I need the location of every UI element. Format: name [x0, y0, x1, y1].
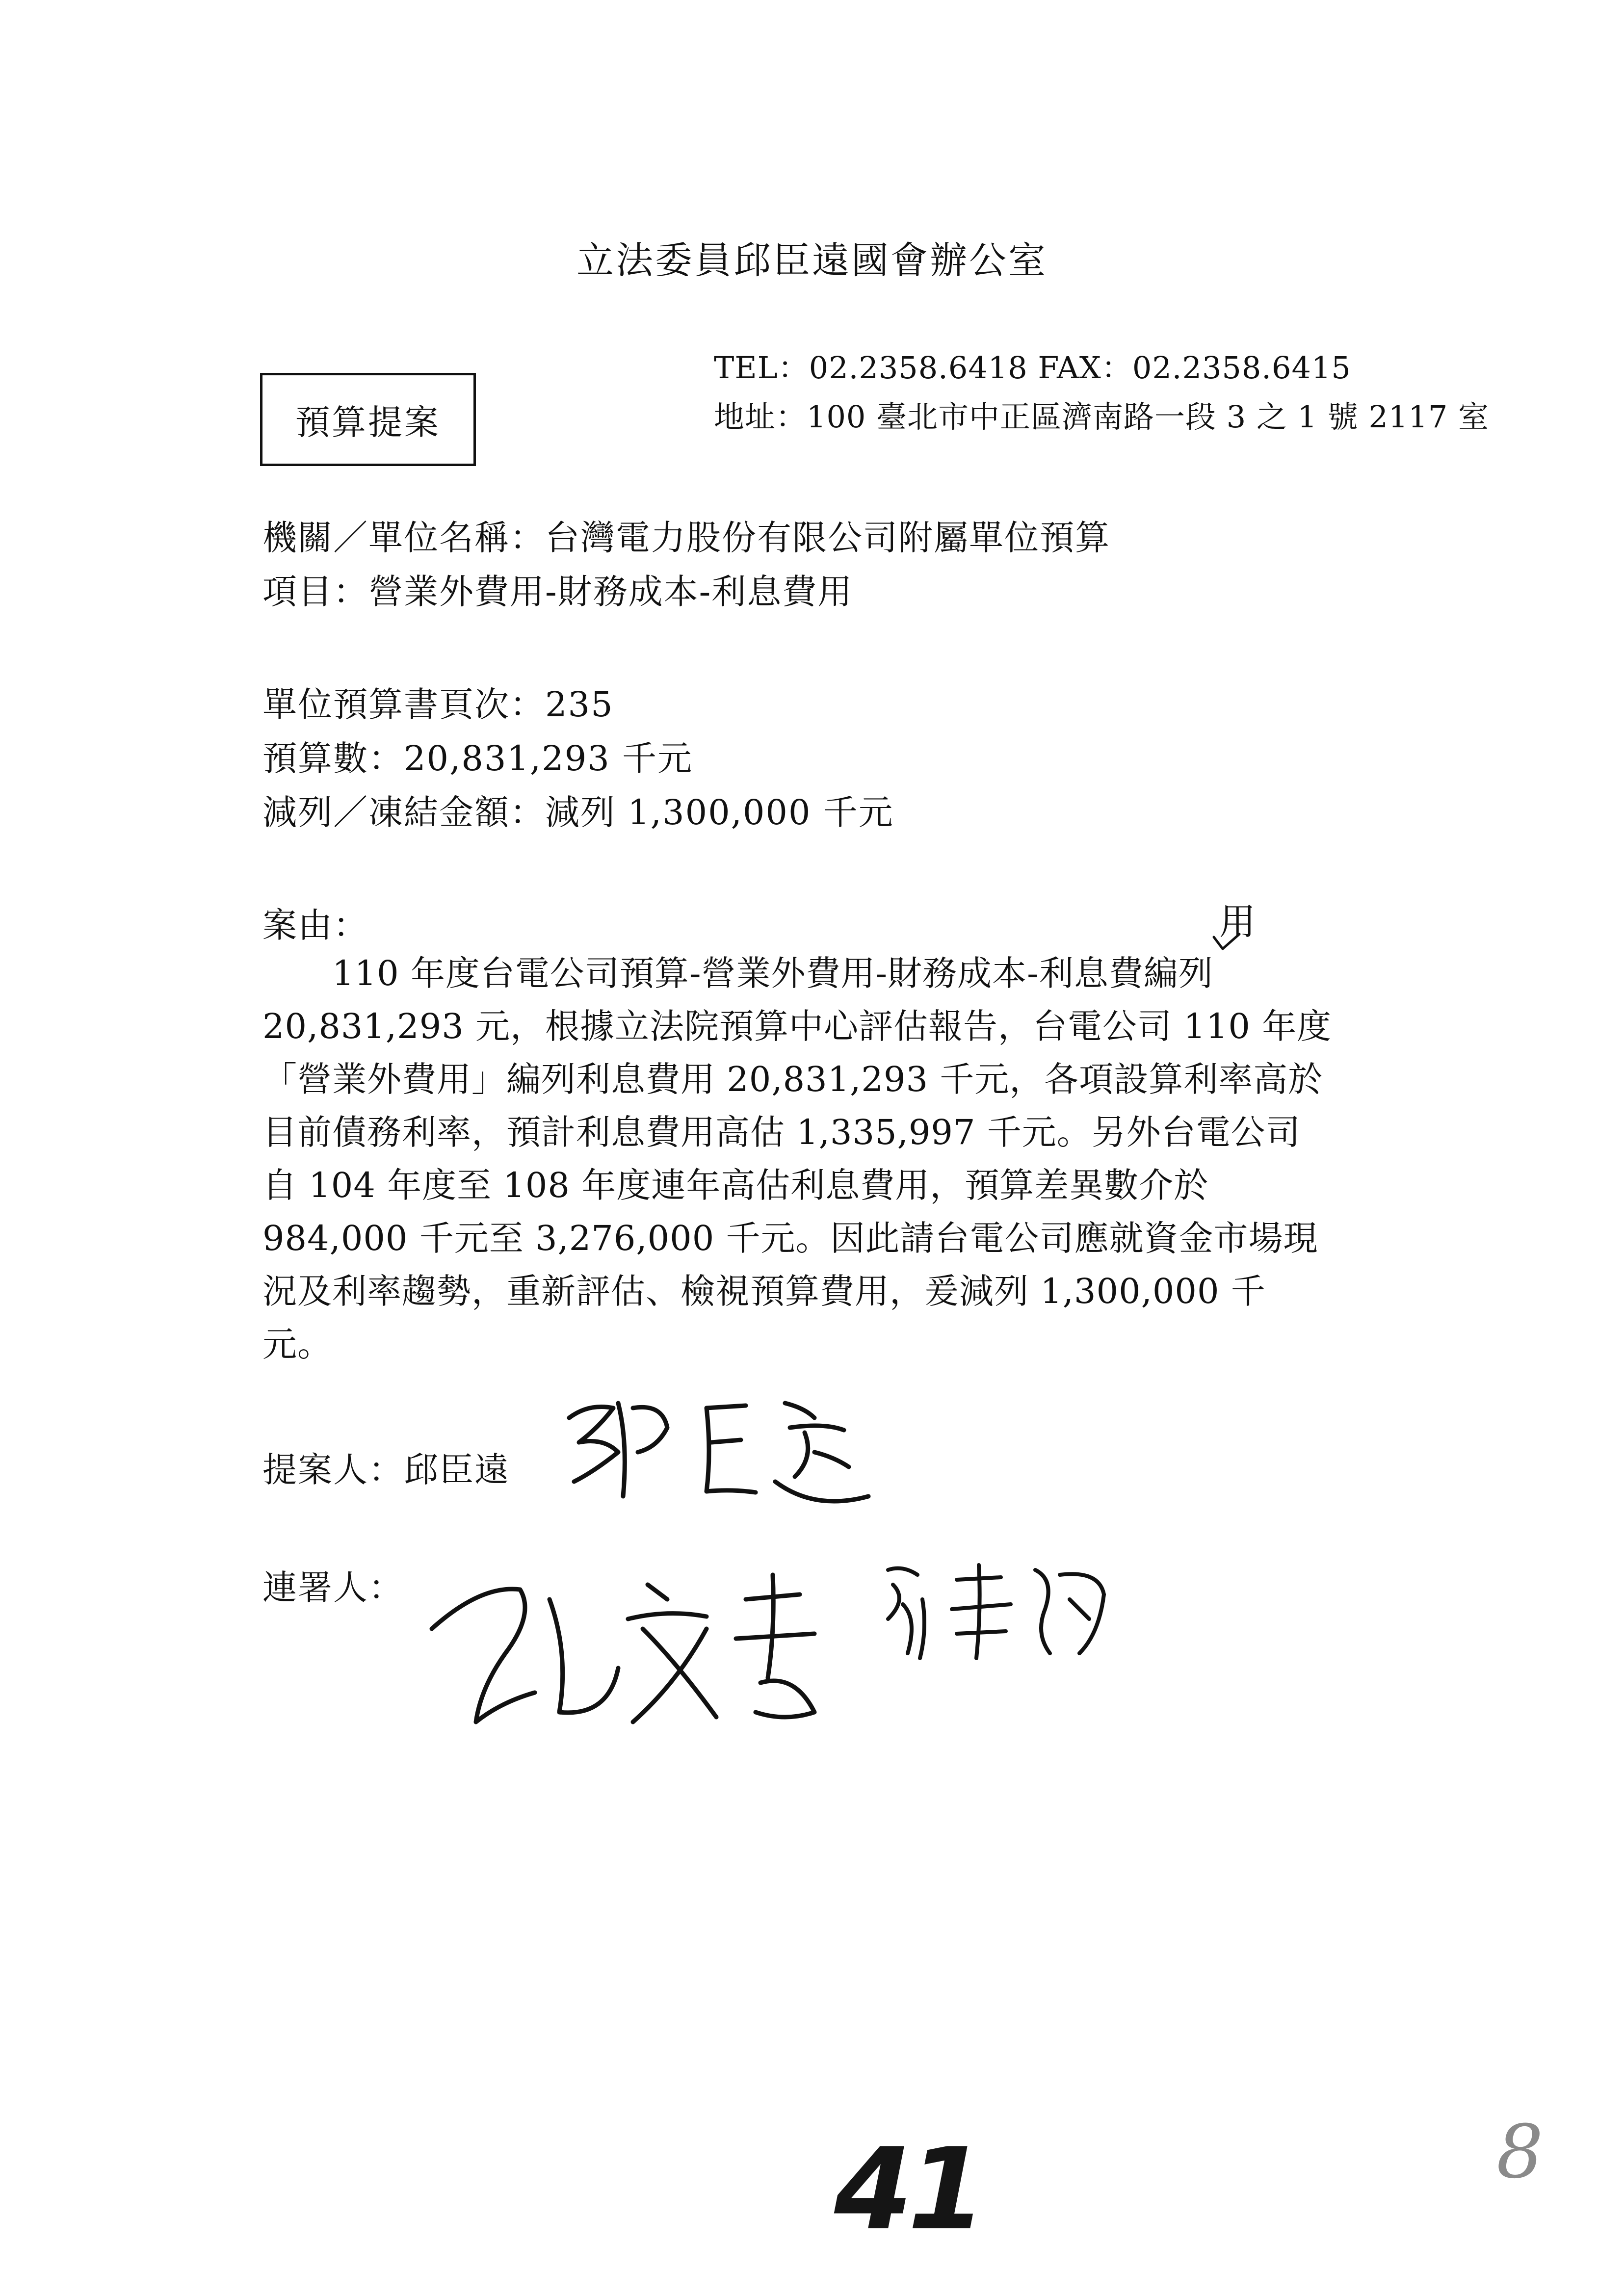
budget-book-page-field: 單位預算書頁次：235 [262, 684, 614, 725]
item-handwritten-correction: 用 [817, 572, 853, 612]
contact-address: 地址：100 臺北市中正區濟南路一段 3 之 1 號 2117 室 [714, 399, 1489, 435]
item-field-text: 項目：營業外費用-財務成本-利息費 [262, 572, 818, 612]
office-title: 立法委員邱臣遠國會辦公室 [576, 238, 1048, 282]
reason-body: 110 年度台電公司預算-營業外費用-財務成本-利息費編列 20,831,293 元，根據立法院預算中心評估報告，台電公司 110 年度 「營業外費用」編列利息費用 20,831,293 千元，各項設算利率高於 目前債務利率，預計利息費用高估 1,335,997 千元。另外台電公司 自 104 年度至 108 年度連年高估利息費用，預算差異數介於 984,000 千元至 3,276,000 千元。因此請台電公司應就資金市場現 況及利率趨勢，重新評估、檢視預算費用，爰減列 1,300,000 千 元。 [262, 953, 1332, 1364]
document-type-tag [260, 373, 476, 466]
sheet-number: 8 [1496, 2110, 1544, 2195]
cut-amount-field: 減列／凍結金額：減列 1,300,000 千元 [262, 792, 894, 833]
page-number: 41 [834, 2124, 982, 2255]
item-field [262, 564, 853, 614]
agency-field: 機關／單位名稱：台灣電力股份有限公司附屬單位預算 [262, 518, 1110, 558]
cosigner-label: 連署人： [262, 1567, 404, 1608]
cosigner-signature-1 [422, 1555, 844, 1737]
cosigner-signature-2 [873, 1550, 1128, 1668]
contact-phone-fax: TEL：02.2358.6418 FAX：02.2358.6415 [714, 350, 1351, 386]
proposer-signature [559, 1383, 873, 1511]
budget-amount-field: 預算數：20,831,293 千元 [262, 738, 693, 779]
proposer-label: 提案人：邱臣遠 [262, 1450, 510, 1490]
document-type-label: 預算提案 [295, 402, 441, 443]
reason-label: 案由： [262, 905, 368, 945]
reason-handwritten-correction: 用 [1219, 901, 1256, 943]
